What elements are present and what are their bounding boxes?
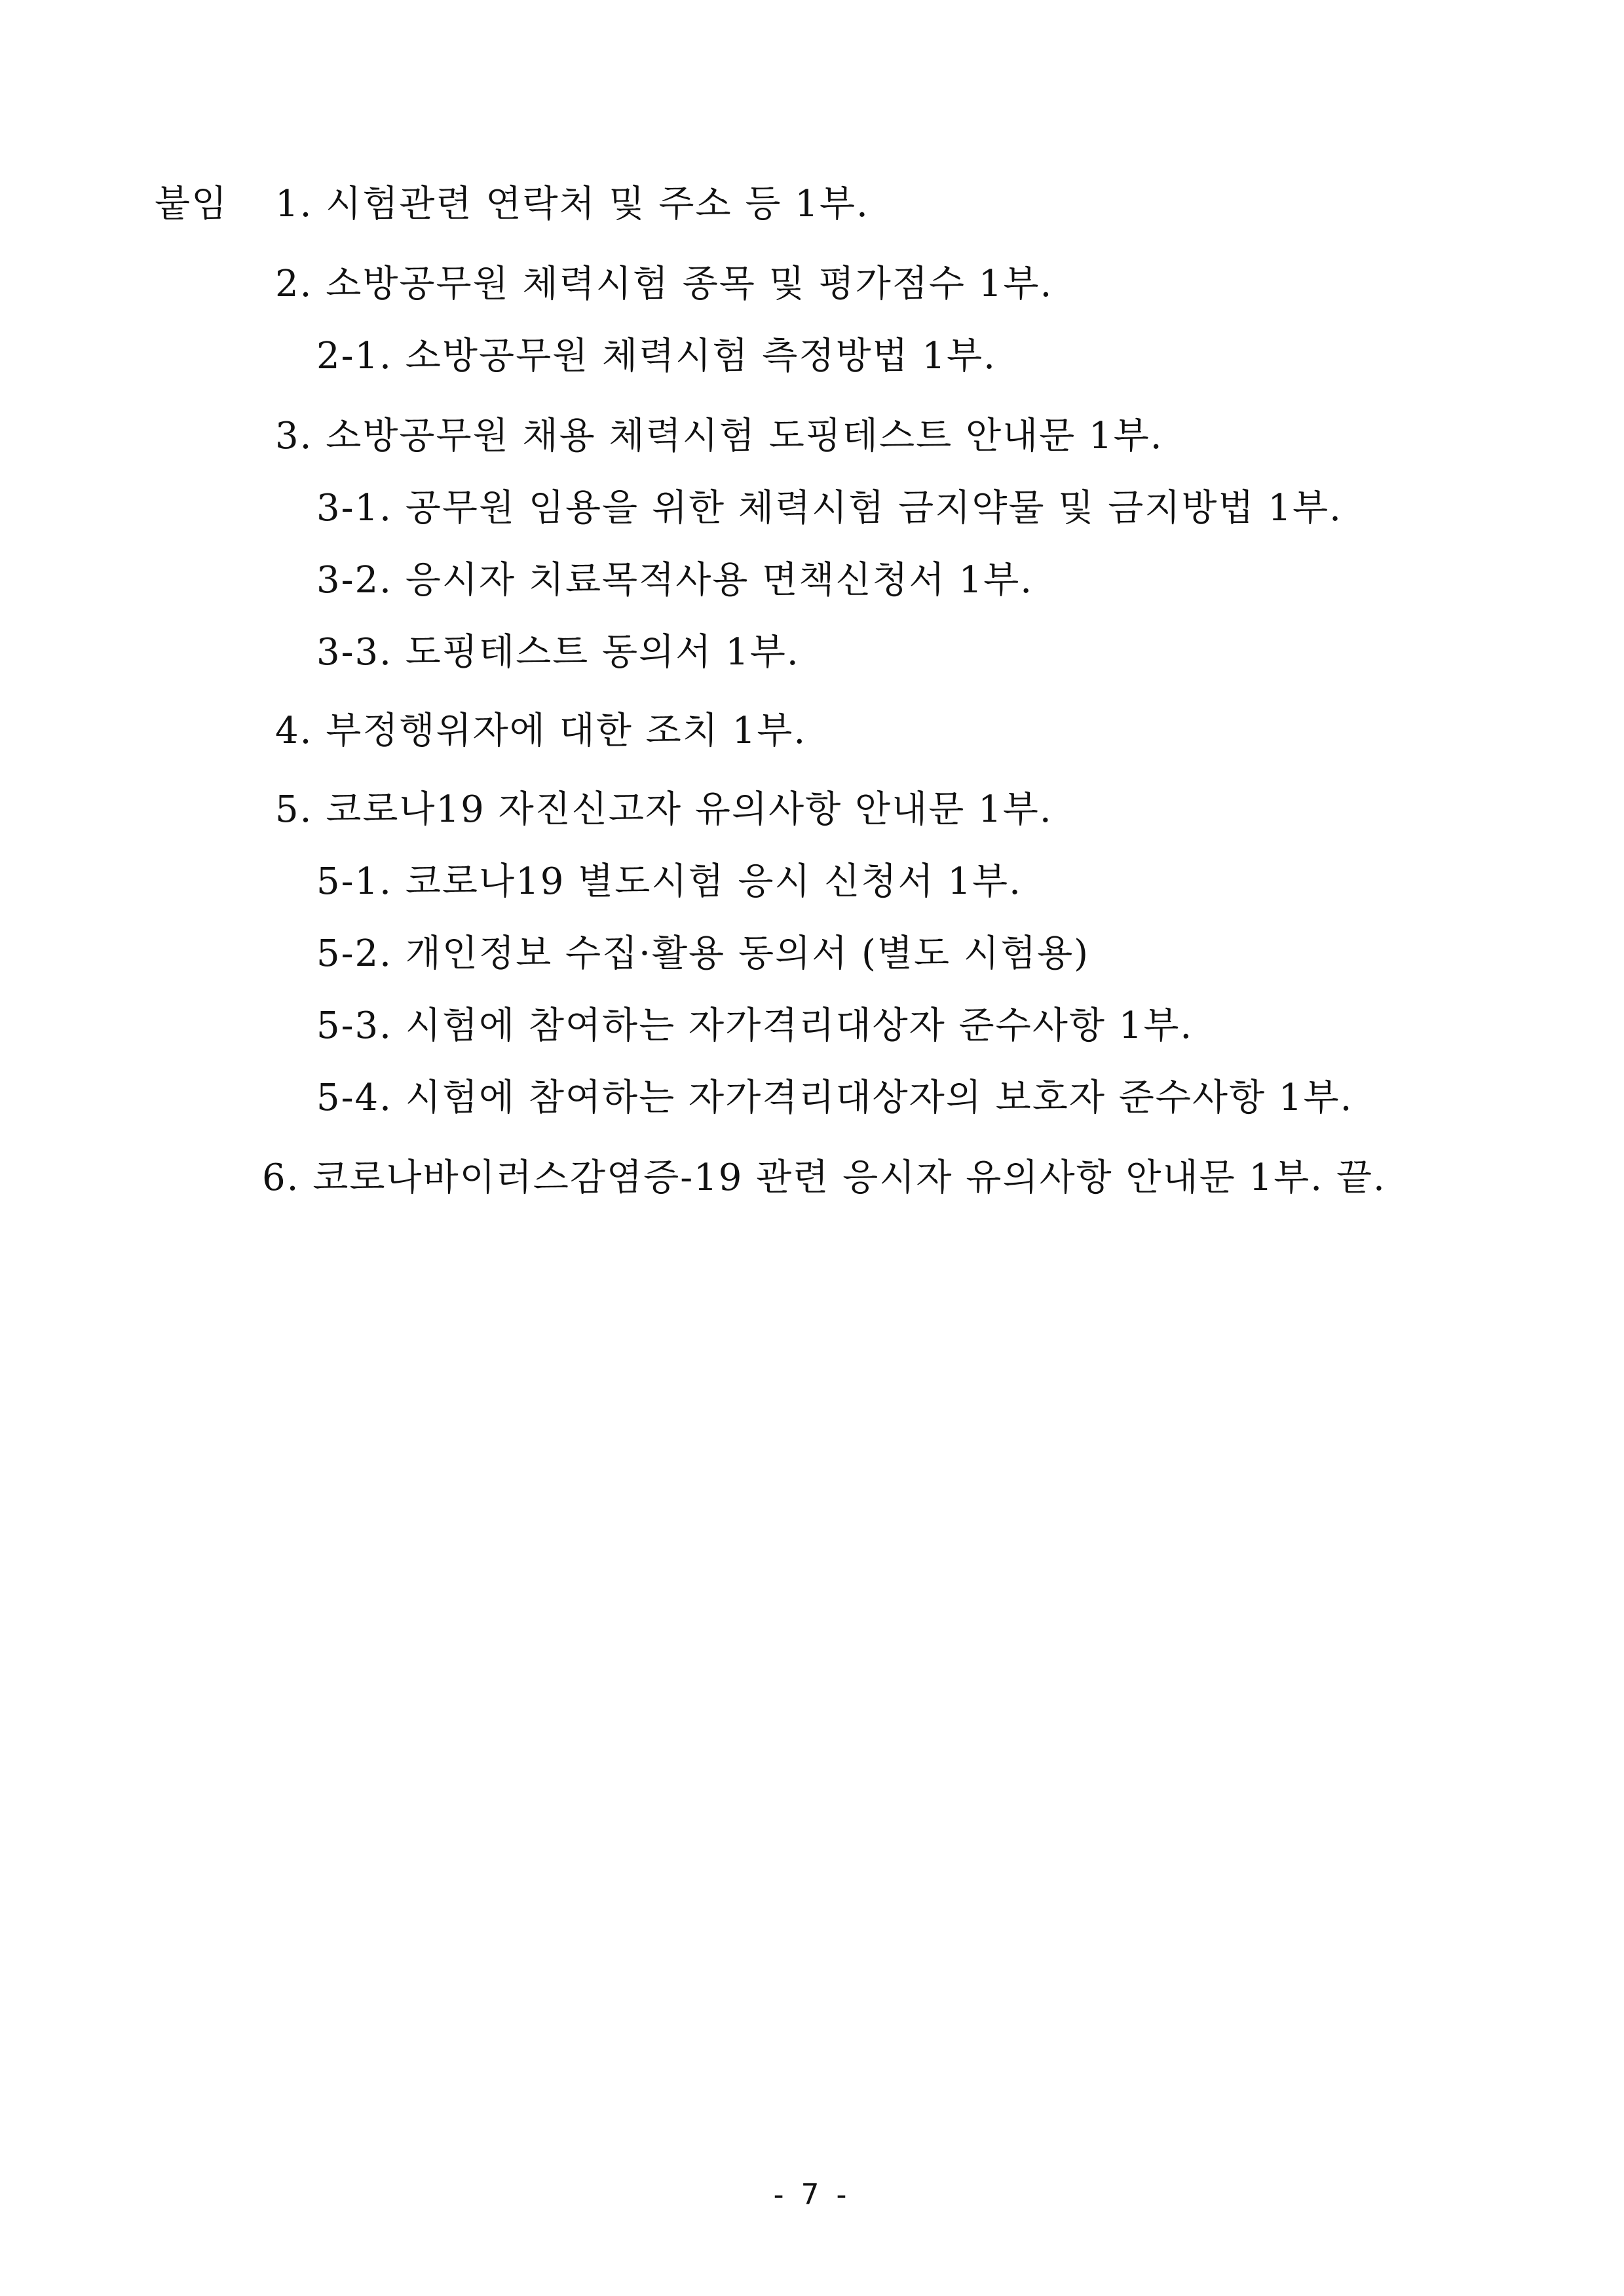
attachment-item-2-1: 2-1. 소방공무원 체력시험 측정방법 1부. — [316, 335, 996, 377]
attachment-item-2: 2. 소방공무원 체력시험 종목 및 평가점수 1부. — [275, 263, 1053, 305]
attachment-item-5-3: 5-3. 시험에 참여하는 자가격리대상자 준수사항 1부. — [316, 1004, 1194, 1047]
attachment-item-3-3: 3-3. 도핑테스트 동의서 1부. — [316, 631, 800, 674]
attachment-item-6: 6. 코로나바이러스감염증-19 관련 응시자 유의사항 안내문 1부. 끝. — [262, 1157, 1386, 1199]
attachment-item-5-4: 5-4. 시험에 참여하는 자가격리대상자의 보호자 준수사항 1부. — [316, 1077, 1353, 1119]
attachment-item-5-1: 5-1. 코로나19 별도시험 응시 신청서 1부. — [316, 860, 1022, 903]
attachment-item-3-2: 3-2. 응시자 치료목적사용 면책신청서 1부. — [316, 559, 1034, 602]
page-number: - 7 - — [773, 2178, 851, 2211]
attachment-item-5-2: 5-2. 개인정보 수집·활용 동의서 (별도 시험용) — [316, 932, 1090, 975]
attachment-item-1: 1. 시험관련 연락처 및 주소 등 1부. — [275, 183, 869, 225]
attachment-label: 붙임 — [155, 183, 229, 225]
attachment-item-3-1: 3-1. 공무원 임용을 위한 체력시험 금지약물 및 금지방법 1부. — [316, 487, 1342, 529]
attachment-item-4: 4. 부정행위자에 대한 조치 1부. — [275, 710, 807, 752]
attachment-item-3: 3. 소방공무원 채용 체력시험 도핑테스트 안내문 1부. — [275, 415, 1163, 457]
attachment-item-5: 5. 코로나19 자진신고자 유의사항 안내문 1부. — [275, 788, 1053, 831]
